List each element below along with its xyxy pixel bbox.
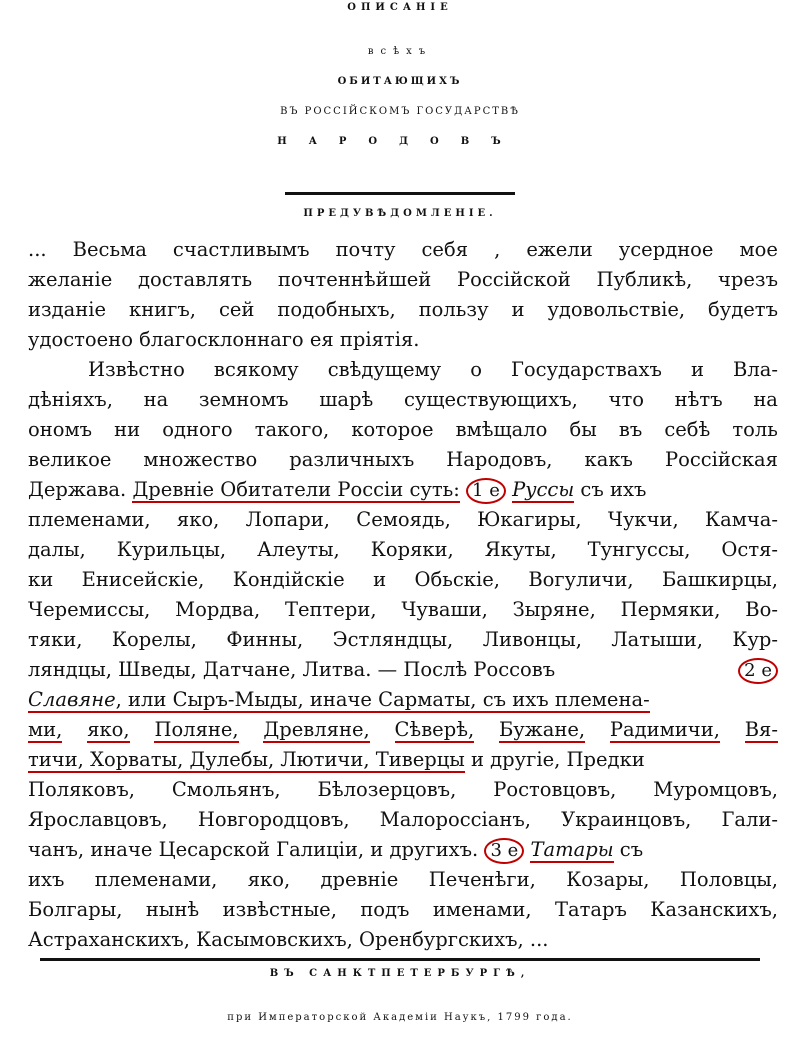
word: Казанскихъ, xyxy=(650,898,778,921)
word: Обьскіе, xyxy=(414,568,500,591)
body-line xyxy=(28,688,778,718)
body-line xyxy=(28,298,778,328)
word: Муромцовъ, xyxy=(653,778,778,801)
word: далы, xyxy=(28,538,86,561)
body-line xyxy=(28,448,778,478)
word: себѣ xyxy=(664,418,711,441)
highlighted-phrase: Древніе Обитатели Россіи суть: xyxy=(132,478,460,501)
imprint-publisher: при Императорской Академіи Наукъ, 1799 года. xyxy=(227,1012,573,1023)
word: ... xyxy=(28,238,47,261)
body-line xyxy=(28,868,778,898)
word: великое xyxy=(28,448,112,471)
word: Тунгуссы, xyxy=(587,538,691,561)
word: Черемиссы, xyxy=(28,598,151,621)
word: подобныхъ, xyxy=(277,298,396,321)
word: на xyxy=(143,388,169,411)
word: Государствахъ xyxy=(511,358,662,381)
word: Пермяки, xyxy=(620,598,721,621)
word: что xyxy=(608,388,644,411)
word: тяки, xyxy=(28,628,83,651)
word: Мордва, xyxy=(175,598,261,621)
word: земномъ xyxy=(198,388,289,411)
word: Козары, xyxy=(566,868,650,891)
imprint-city: ВЪ САНКТПЕТЕРБУРГѢ, xyxy=(269,968,531,979)
word: Россійской xyxy=(457,268,571,291)
word: Народовъ, xyxy=(446,448,553,471)
title-line-5: НАРОДОВЪ xyxy=(277,136,523,147)
body-line xyxy=(28,598,778,628)
body-line: Астраханскихъ, Касымовскихъ, Оренбургскихъ, ... xyxy=(28,928,549,951)
body-line xyxy=(28,718,778,748)
title-line-4: ВЪ РОССІЙСКОМЪ ГОСУДАРСТВѢ xyxy=(280,106,520,117)
word: , xyxy=(494,238,501,261)
word: Поляковъ, xyxy=(28,778,135,801)
word: Коряки, xyxy=(370,538,454,561)
word: Кур- xyxy=(732,628,778,651)
title-divider xyxy=(285,192,515,195)
body-line xyxy=(28,628,778,658)
title-line-1: ОПИСАНІЕ xyxy=(347,2,453,13)
word: одного xyxy=(162,418,233,441)
word: сей xyxy=(218,298,255,321)
body-line xyxy=(28,568,778,598)
word: на xyxy=(753,388,778,411)
word: племенами, xyxy=(28,508,151,531)
word: нынѣ xyxy=(145,898,200,921)
word: бы xyxy=(569,418,597,441)
word: подъ xyxy=(360,898,410,921)
word: себя xyxy=(421,238,469,261)
word: счастливымъ xyxy=(172,238,310,261)
word: шарѣ xyxy=(319,388,374,411)
word: и xyxy=(690,358,704,381)
word: ки xyxy=(28,568,54,591)
word: которое xyxy=(351,418,434,441)
word: мое xyxy=(739,238,778,261)
body-line xyxy=(28,238,778,268)
word: Чукчи, xyxy=(607,508,679,531)
word: Юкагиры, xyxy=(477,508,582,531)
word: нѣтъ xyxy=(674,388,723,411)
word: ономъ xyxy=(28,418,93,441)
body-line xyxy=(28,388,778,418)
word: Бѣлозерцовъ, xyxy=(317,778,457,801)
title-line-2: всѣхъ xyxy=(367,46,433,57)
word: Во- xyxy=(745,598,778,621)
word: такого, xyxy=(254,418,330,441)
word: Половцы, xyxy=(679,868,778,891)
word: Гали- xyxy=(721,808,778,831)
word: изданіе xyxy=(28,298,107,321)
highlighted-phrase: , или Сыръ-Мыды, иначе Сарматы, съ ихъ племена- xyxy=(115,688,650,711)
word: Россійская xyxy=(664,448,778,471)
body-line xyxy=(28,538,778,568)
word: Новгородцовъ, xyxy=(197,808,350,831)
body-line: чанъ, иначе Цесарской Галиціи, и другихъ. 3 е Татары съ xyxy=(28,838,778,868)
word: будетъ xyxy=(708,298,778,321)
word: Алеуты, xyxy=(257,538,340,561)
word: Якуты, xyxy=(484,538,557,561)
word: дѣніяхъ, xyxy=(28,388,113,411)
word: Вла- xyxy=(732,358,778,381)
word: Камча- xyxy=(705,508,778,531)
word: Смольянъ, xyxy=(171,778,281,801)
body-line xyxy=(28,508,778,538)
highlighted-phrase: Поляне, xyxy=(154,718,239,741)
word: множество xyxy=(143,448,258,471)
word: и xyxy=(511,298,525,321)
word: всякому xyxy=(213,358,299,381)
word: Болгары, xyxy=(28,898,123,921)
word: различныхъ xyxy=(289,448,415,471)
word: Енисейскіе, xyxy=(81,568,205,591)
word: почтеннѣйшей xyxy=(277,268,432,291)
highlighted-phrase: тичи, Хорваты, Дулебы, Лютичи, Тиверцы xyxy=(28,748,465,771)
word: Вогуличи, xyxy=(528,568,634,591)
word: Латыши, xyxy=(611,628,703,651)
body-line xyxy=(88,358,778,388)
word: ни xyxy=(114,418,141,441)
word: Остя- xyxy=(721,538,778,561)
body-line xyxy=(28,778,778,808)
word: Эстляндцы, xyxy=(332,628,454,651)
word: Семоядь, xyxy=(356,508,451,531)
word: ихъ xyxy=(28,868,65,891)
word: Зыряне, xyxy=(512,598,596,621)
circled-number: 2 е xyxy=(738,658,778,684)
body-line: ляндцы, Шведы, Датчане, Литва. — Послѣ Россовъ 2 е xyxy=(28,658,778,688)
word: Весьма xyxy=(72,238,147,261)
highlighted-phrase: Вя- xyxy=(744,718,778,741)
highlighted-phrase: яко, xyxy=(87,718,130,741)
word: Лопари, xyxy=(245,508,330,531)
word: Украинцовъ, xyxy=(561,808,692,831)
word: ежели xyxy=(526,238,593,261)
word: именами, xyxy=(432,898,532,921)
word: древніе xyxy=(320,868,399,891)
body-line xyxy=(28,898,778,928)
section-title: ПРЕДУВѢДОМЛЕНІЕ. xyxy=(303,208,497,219)
word: какъ xyxy=(584,448,633,471)
word: о xyxy=(470,358,482,381)
body-line xyxy=(28,268,778,298)
word: Извѣстно xyxy=(88,358,185,381)
word: чрезъ xyxy=(718,268,778,291)
word: свѣдущему xyxy=(327,358,442,381)
body-line: тичи, Хорваты, Дулебы, Лютичи, Тиверцы и другіе, Предки xyxy=(28,748,645,771)
word: существующихъ, xyxy=(403,388,578,411)
highlighted-phrase: Сѣверѣ, xyxy=(394,718,475,741)
word: Татаръ xyxy=(554,898,627,921)
word: Публикѣ, xyxy=(596,268,693,291)
word: племенами, xyxy=(94,868,218,891)
circled-number: 3 е xyxy=(484,838,524,864)
word: желаніе xyxy=(28,268,113,291)
word: извѣстные, xyxy=(222,898,337,921)
word: вмѣщало xyxy=(455,418,548,441)
highlighted-name: Татары xyxy=(530,838,614,861)
body-line: Держава. Древніе Обитатели Россіи суть: 1 е Руссы съ ихъ xyxy=(28,478,778,508)
highlighted-name: Славяне xyxy=(28,688,116,711)
word: Башкирцы, xyxy=(661,568,778,591)
word: Финны, xyxy=(226,628,304,651)
highlighted-phrase: Радимичи, xyxy=(609,718,720,741)
word: удовольствіе, xyxy=(547,298,686,321)
word: Чуваши, xyxy=(401,598,488,621)
highlighted-phrase: ми, xyxy=(28,718,63,741)
word: доставлять xyxy=(138,268,253,291)
word: Ярославцовъ, xyxy=(28,808,168,831)
highlighted-phrase: Древляне, xyxy=(263,718,370,741)
word: книгъ, xyxy=(129,298,197,321)
circled-number: 1 е xyxy=(466,478,506,504)
word: Ливонцы, xyxy=(482,628,582,651)
word: почту xyxy=(335,238,396,261)
word: въ xyxy=(618,418,643,441)
word: Малороссіанъ, xyxy=(379,808,531,831)
word: яко, xyxy=(176,508,220,531)
body-line xyxy=(28,808,778,838)
highlighted-name: Руссы xyxy=(512,478,575,501)
highlighted-phrase: Бужане, xyxy=(498,718,586,741)
footer-divider xyxy=(40,958,760,961)
word: Печенѣги, xyxy=(428,868,536,891)
word: толь xyxy=(732,418,778,441)
body-line xyxy=(28,418,778,448)
word: пользу xyxy=(418,298,489,321)
word: Курильцы, xyxy=(116,538,227,561)
word: усердное xyxy=(618,238,714,261)
body-line: удостоено благосклоннаго ея пріятія. xyxy=(28,328,420,351)
word: Тептери, xyxy=(284,598,377,621)
word: и xyxy=(373,568,387,591)
word: Корелы, xyxy=(111,628,197,651)
word: Ростовцовъ, xyxy=(493,778,617,801)
title-line-3: ОБИТАЮЩИХЪ xyxy=(337,76,463,87)
word: яко, xyxy=(247,868,291,891)
word: Кондійскіе xyxy=(232,568,345,591)
